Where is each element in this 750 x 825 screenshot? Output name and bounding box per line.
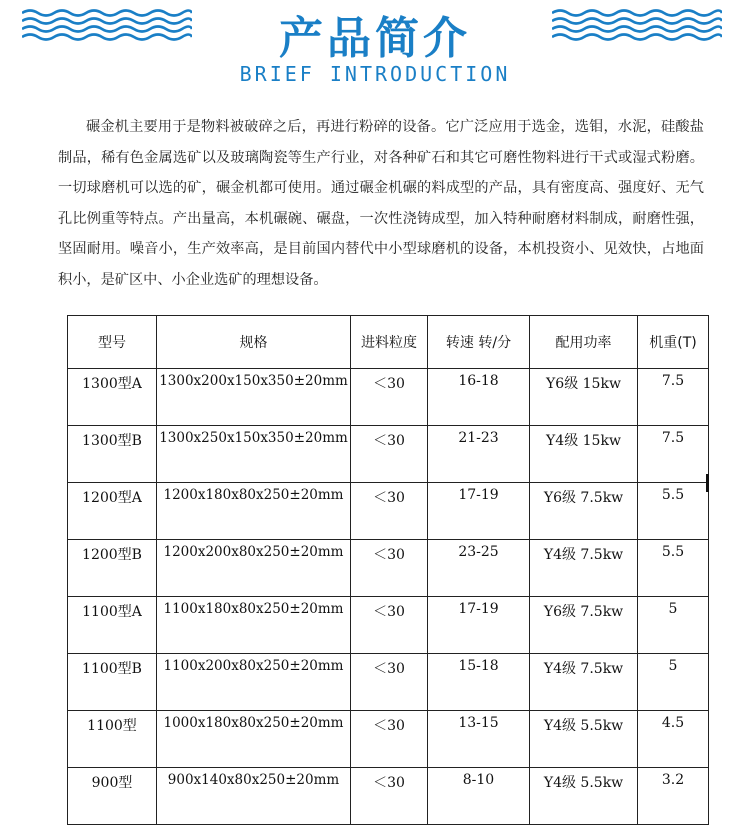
- cell-power: Y4级 15kw: [530, 426, 638, 483]
- cell-weight: 4.5: [638, 711, 709, 768]
- cell-model: 900型: [68, 768, 157, 825]
- table-row: [68, 768, 709, 825]
- table-row: [68, 597, 709, 654]
- cell-speed: 13-15: [428, 711, 530, 768]
- cell-power: Y6级 7.5kw: [530, 597, 638, 654]
- edge-mark: [706, 474, 709, 492]
- page-subtitle: BRIEF INTRODUCTION: [239, 62, 511, 86]
- spec-table: [67, 315, 709, 825]
- cell-speed: 17-19: [428, 597, 530, 654]
- cell-model: 1300型A: [68, 369, 157, 426]
- cell-weight: 5.5: [638, 540, 709, 597]
- intro-paragraph: 碾金机主要用于是物料被破碎之后，再进行粉碎的设备。它广泛应用于选金，选钼，水泥，硅酸盐制品，稀有色金属选矿以及玻璃陶瓷等生产行业，对各种矿石和其它可磨性物料进行干式或湿式粉磨。一切球磨机可以选的矿，碾金机都可使用。通过碾金机碾的料成型的产品，具有密度高、强度好、无气孔比例重等特点。产出量高，本机碾碗、碾盘，一次性浇铸成型，加入特种耐磨材料制成，耐磨性强，坚固耐用。噪音小，生产效率高，是目前国内替代中小型球磨机的设备，本机投资小、见效快，占地面积小，是矿区中、小企业选矿的理想设备。: [58, 119, 704, 288]
- cell-power: Y6级 7.5kw: [530, 483, 638, 540]
- cell-speed: 17-19: [428, 483, 530, 540]
- table-row: [68, 426, 709, 483]
- header: [0, 0, 750, 100]
- header-spec: 规格: [157, 316, 351, 369]
- table-header-row: [68, 316, 709, 369]
- cell-power: Y4级 5.5kw: [530, 711, 638, 768]
- cell-spec: 1200x200x80x250±20mm: [157, 540, 351, 597]
- header-model: 型号: [68, 316, 157, 369]
- header-speed: 转速 转/分: [428, 316, 530, 369]
- cell-feed: ＜30: [351, 768, 428, 825]
- table-row: [68, 483, 709, 540]
- header-power: 配用功率: [530, 316, 638, 369]
- cell-weight: 3.2: [638, 768, 709, 825]
- cell-spec: 900x140x80x250±20mm: [157, 768, 351, 825]
- cell-speed: 8-10: [428, 768, 530, 825]
- cell-spec: 1100x200x80x250±20mm: [157, 654, 351, 711]
- cell-power: Y6级 15kw: [530, 369, 638, 426]
- cell-weight: 7.5: [638, 369, 709, 426]
- cell-power: Y4级 5.5kw: [530, 768, 638, 825]
- cell-model: 1300型B: [68, 426, 157, 483]
- cell-model: 1100型: [68, 711, 157, 768]
- cell-model: 1100型B: [68, 654, 157, 711]
- header-weight: 机重(T): [638, 316, 709, 369]
- cell-spec: 1100x180x80x250±20mm: [157, 597, 351, 654]
- cell-weight: 5: [638, 654, 709, 711]
- cell-speed: 21-23: [428, 426, 530, 483]
- table-row: [68, 711, 709, 768]
- cell-speed: 16-18: [428, 369, 530, 426]
- table-row: [68, 654, 709, 711]
- cell-speed: 15-18: [428, 654, 530, 711]
- cell-feed: ＜30: [351, 540, 428, 597]
- cell-model: 1100型A: [68, 597, 157, 654]
- cell-feed: ＜30: [351, 711, 428, 768]
- cell-power: Y4级 7.5kw: [530, 540, 638, 597]
- cell-spec: 1300x250x150x350±20mm: [157, 426, 351, 483]
- cell-model: 1200型A: [68, 483, 157, 540]
- table-row: [68, 540, 709, 597]
- cell-feed: ＜30: [351, 654, 428, 711]
- cell-feed: ＜30: [351, 597, 428, 654]
- table-row: [68, 369, 709, 426]
- cell-speed: 23-25: [428, 540, 530, 597]
- cell-power: Y4级 7.5kw: [530, 654, 638, 711]
- cell-model: 1200型B: [68, 540, 157, 597]
- cell-spec: 1200x180x80x250±20mm: [157, 483, 351, 540]
- cell-feed: ＜30: [351, 369, 428, 426]
- cell-feed: ＜30: [351, 483, 428, 540]
- header-feed-size: 进料粒度: [351, 316, 428, 369]
- cell-spec: 1000x180x80x250±20mm: [157, 711, 351, 768]
- cell-spec: 1300x200x150x350±20mm: [157, 369, 351, 426]
- cell-weight: 7.5: [638, 426, 709, 483]
- cell-weight: 5: [638, 597, 709, 654]
- cell-weight: 5.5: [638, 483, 709, 540]
- page-title: 产品简介: [279, 13, 471, 64]
- cell-feed: ＜30: [351, 426, 428, 483]
